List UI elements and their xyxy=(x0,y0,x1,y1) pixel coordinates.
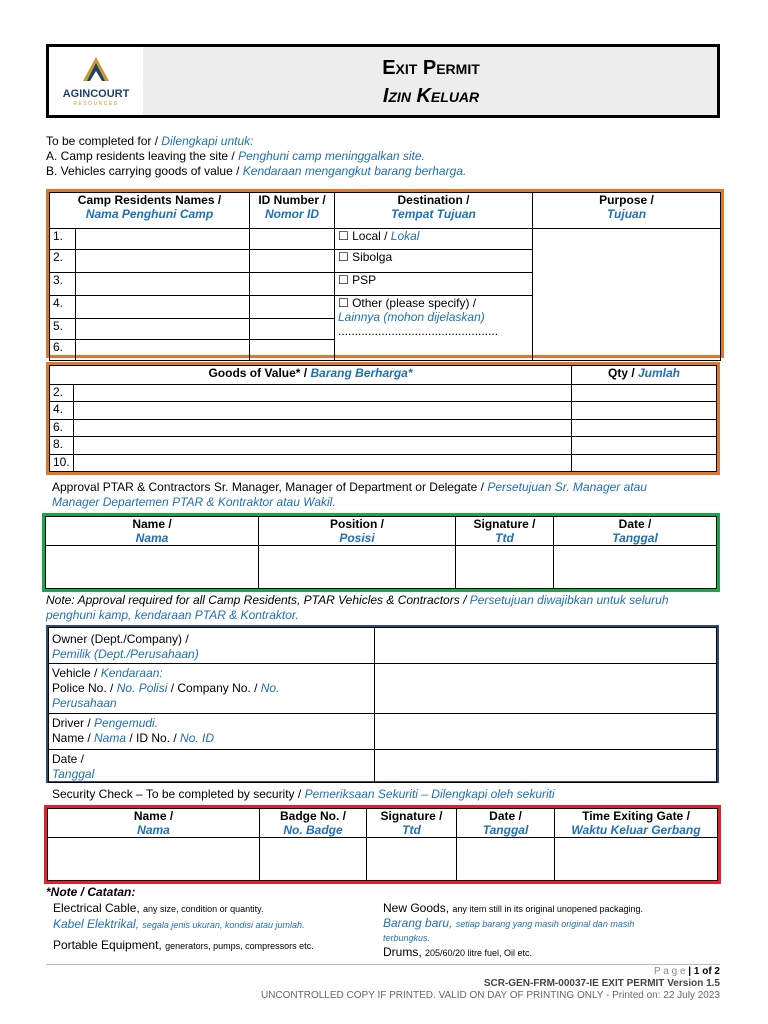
approval-table xyxy=(42,513,720,592)
header xyxy=(46,44,720,118)
intro-line2: A. Camp residents leaving the site / xyxy=(46,149,239,163)
approver-position-cell[interactable] xyxy=(259,546,456,589)
intro xyxy=(46,134,726,179)
time-exit-cell[interactable] xyxy=(555,838,718,881)
security-text: Security Check – To be completed by security / Pemeriksaan Sekuriti – Dilengkapi oleh sekuriti xyxy=(52,787,555,801)
vehicle-label: Vehicle / Kendaraan: Police No. / No. Polisi / Company No. / No. Perusahaan xyxy=(49,664,375,714)
driver-label: Driver / Pengemudi. Name / Nama / ID No. / No. ID xyxy=(49,714,375,750)
id-cell[interactable] xyxy=(250,340,335,361)
approval-note: Note: Approval required for all Camp Residents, PTAR Vehicles & Contractors / Persetujuan diwajibkan untuk seluruh penghuni kamp, kendaraan PTAR & Kontraktor. xyxy=(46,593,669,622)
date-value[interactable] xyxy=(375,750,717,783)
notes-left: Electrical Cable, any size, condition or quantity. Kabel Elektrikal, segala jenis ukuran, kondisi atau jumlah. Portable Equipment, generators, pumps, compressors etc. xyxy=(53,901,314,952)
col-badge: Badge No. / No. Badge xyxy=(260,809,367,838)
security-table xyxy=(44,805,721,884)
camp-residents-table xyxy=(46,189,724,358)
purpose-cell[interactable] xyxy=(533,229,721,361)
intro-line3-id: Kendaraan mengangkut barang berharga. xyxy=(242,164,467,178)
qty-cell[interactable] xyxy=(572,454,717,471)
page-number: P a g e | 1 of 2 xyxy=(654,966,720,977)
approver-signature-cell[interactable] xyxy=(456,546,554,589)
vehicle-value[interactable] xyxy=(375,664,717,714)
col-goods: Goods of Value* / Barang Berharga* xyxy=(50,366,572,385)
row-num: 4. xyxy=(50,296,76,319)
row-num: 6. xyxy=(50,340,76,361)
page-title-id: Izin Keluar xyxy=(382,85,480,107)
col-time-exit: Time Exiting Gate / Waktu Keluar Gerbang xyxy=(555,809,718,838)
row-num: 2. xyxy=(50,385,74,402)
owner-value[interactable] xyxy=(375,628,717,664)
logo-sub: RESOURCES xyxy=(73,101,119,107)
approver-date-cell[interactable] xyxy=(554,546,717,589)
col-camp-name: Camp Residents Names / Nama Penghuni Camp xyxy=(50,193,250,229)
col-signature: Signature / Ttd xyxy=(367,809,457,838)
goods-table xyxy=(46,362,720,475)
row-num: 4. xyxy=(50,402,74,419)
driver-value[interactable] xyxy=(375,714,717,750)
doc-id: SCR-GEN-FRM-00037-IE EXIT PERMIT Version 1.5 xyxy=(483,978,720,989)
qty-cell[interactable] xyxy=(572,385,717,402)
vehicle-details-table xyxy=(46,625,719,783)
agincourt-logo-icon xyxy=(49,47,143,115)
col-id-number: ID Number / Nomor ID xyxy=(250,193,335,229)
name-cell[interactable] xyxy=(76,229,250,250)
id-cell[interactable] xyxy=(250,319,335,340)
owner-label: Owner (Dept./Company) / Pemilik (Dept./Perusahaan) xyxy=(49,628,375,664)
col-position: Position / Posisi xyxy=(259,517,456,546)
col-date: Date / Tanggal xyxy=(457,809,555,838)
col-name: Name / Nama xyxy=(46,517,259,546)
id-cell[interactable] xyxy=(250,296,335,319)
dest-psp[interactable]: ☐ PSP xyxy=(335,273,533,296)
col-destination: Destination / Tempat Tujuan xyxy=(335,193,533,229)
logo-name: AGINCOURT xyxy=(62,88,130,100)
row-num: 1. xyxy=(50,229,76,250)
notes-heading: *Note / Catatan: xyxy=(46,885,136,899)
intro-line2-id: Penghuni camp meninggalkan site. xyxy=(238,149,425,163)
qty-cell[interactable] xyxy=(572,419,717,436)
dest-sibolga[interactable]: ☐ Sibolga xyxy=(335,250,533,273)
col-qty: Qty / Jumlah xyxy=(572,366,717,385)
dest-local[interactable]: ☐ Local / Lokal xyxy=(335,229,533,250)
signature-cell[interactable] xyxy=(367,838,457,881)
goods-cell[interactable] xyxy=(74,454,572,471)
dest-other[interactable]: ☐ Other (please specify) / Lainnya (mohon dijelaskan) ................................................ xyxy=(335,296,533,361)
col-date: Date / Tanggal xyxy=(554,517,717,546)
col-purpose: Purpose / Tujuan xyxy=(533,193,721,229)
row-num: 8. xyxy=(50,437,74,454)
goods-cell[interactable] xyxy=(74,437,572,454)
name-cell[interactable] xyxy=(76,340,250,361)
id-cell[interactable] xyxy=(250,250,335,273)
goods-cell[interactable] xyxy=(74,402,572,419)
intro-line1: To be completed for / xyxy=(46,134,162,148)
name-cell[interactable] xyxy=(76,250,250,273)
name-cell[interactable] xyxy=(76,319,250,340)
id-cell[interactable] xyxy=(250,229,335,250)
row-num: 3. xyxy=(50,273,76,296)
approver-name-cell[interactable] xyxy=(46,546,259,589)
col-signature: Signature / Ttd xyxy=(456,517,554,546)
notes-right: New Goods, any item still in its original unopened packaging. Barang baru, setiap barang yang masih original dan masih terbungkus. Drums, 205/60/20 litre fuel, Oil etc. xyxy=(383,901,643,959)
row-num: 2. xyxy=(50,250,76,273)
date-label: Date / Tanggal xyxy=(49,750,375,783)
goods-cell[interactable] xyxy=(74,385,572,402)
footer-divider xyxy=(46,964,720,965)
col-name: Name / Nama xyxy=(48,809,260,838)
badge-cell[interactable] xyxy=(260,838,367,881)
approval-text: Approval PTAR & Contractors Sr. Manager, Manager of Department or Delegate / Persetujuan Sr. Manager atau Manager Departemen PTAR & Kontraktor atau Wakil. xyxy=(52,480,647,509)
logo xyxy=(49,47,143,115)
goods-cell[interactable] xyxy=(74,419,572,436)
uncontrolled-notice: UNCONTROLLED COPY IF PRINTED. VALID ON DAY OF PRINTING ONLY - Printed on: 22 July 2023 xyxy=(260,990,720,1001)
row-num: 6. xyxy=(50,419,74,436)
date-cell[interactable] xyxy=(457,838,555,881)
intro-line3: B. Vehicles carrying goods of value / xyxy=(46,164,243,178)
id-cell[interactable] xyxy=(250,273,335,296)
security-name-cell[interactable] xyxy=(48,838,260,881)
name-cell[interactable] xyxy=(76,296,250,319)
page-title: Exit Permit xyxy=(382,57,480,79)
intro-line1-id: Dilengkapi untuk: xyxy=(161,134,254,148)
row-num: 10. xyxy=(50,454,74,471)
name-cell[interactable] xyxy=(76,273,250,296)
qty-cell[interactable] xyxy=(572,437,717,454)
qty-cell[interactable] xyxy=(572,402,717,419)
row-num: 5. xyxy=(50,319,76,340)
